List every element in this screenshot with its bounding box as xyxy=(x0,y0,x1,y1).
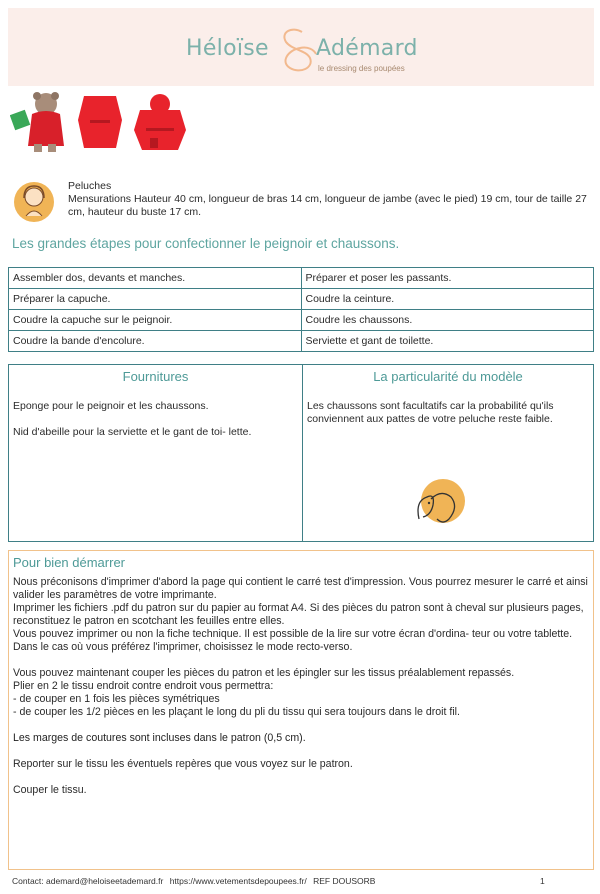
plush-photo[interactable] xyxy=(10,90,70,154)
table-row xyxy=(9,268,594,289)
features-column xyxy=(303,365,593,541)
instruction-line: - de couper les 1/2 pièces en les plaçant le long du pli du tissu qui sera toujours dans le droit fil. xyxy=(13,706,460,718)
brand-name-left: Héloïse xyxy=(186,36,269,61)
table-row xyxy=(9,289,594,310)
steps-table xyxy=(8,267,594,352)
instruction-line: Imprimer les fichiers .pdf du patron sur du papier au format A4. Si des pièces du patron sont à cheval sur plusieurs pages, reconstituez le patron en scotchant les feuilles entre elles. xyxy=(13,602,584,627)
instruction-line: - de couper en 1 fois les pièces symétriques xyxy=(13,693,220,705)
instruction-line: Vous pouvez imprimer ou non la fiche technique. Il est possible de la lire sur votre écran d'ordina- teur ou votre tablette. Dans le cas où vous préférez l'imprimer, choisissez le mode recto-verso. xyxy=(13,628,573,653)
step-cell: Assembler dos, devants et manches. xyxy=(9,268,302,289)
supplies-heading: Fournitures xyxy=(122,369,189,384)
brand-tagline: le dressing des poupées xyxy=(318,64,405,73)
step-cell: Préparer la capuche. xyxy=(9,289,302,310)
step-cell: Coudre les chaussons. xyxy=(301,310,594,331)
intro-measurements: Mensurations Hauteur 40 cm, longueur de bras 14 cm, longueur de jambe (avec le pied) 19 cm, tour de taille 27 cm, hauteur du buste 17 cm. xyxy=(68,193,587,218)
step-cell: Coudre la bande d'encolure. xyxy=(9,331,302,352)
supplies-text-1: Eponge pour le peignoir et les chaussons. xyxy=(13,400,209,412)
getting-started-box xyxy=(8,550,594,870)
bathrobe-photo-front[interactable] xyxy=(128,90,192,154)
supplies-text-2: Nid d'abeille pour la serviette et le gant de toi- lette. xyxy=(13,426,252,438)
page-footer xyxy=(12,876,592,886)
instruction-line: Couper le tissu. xyxy=(13,784,87,796)
step-cell: Coudre la ceinture. xyxy=(301,289,594,310)
supplies-column xyxy=(9,365,303,541)
features-heading: La particularité du modèle xyxy=(373,369,523,384)
getting-started-heading: Pour bien démarrer xyxy=(13,555,125,570)
intro-title: Peluches xyxy=(68,180,112,192)
contact-email[interactable]: Contact: ademard@heloiseetademard.fr xyxy=(12,876,164,886)
instruction-line: Nous préconisons d'imprimer d'abord la page qui contient le carré test d'impression. Vous pourrez mesurer le carré et ainsi valider les paramètres de votre imprimante. xyxy=(13,576,588,601)
table-row xyxy=(9,331,594,352)
header-banner xyxy=(8,8,594,86)
step-cell: Préparer et poser les passants. xyxy=(301,268,594,289)
bathrobe-photo-back[interactable] xyxy=(76,90,124,154)
step-cell: Coudre la capuche sur le peignoir. xyxy=(9,310,302,331)
reference-code: REF DOUSORB xyxy=(313,876,376,886)
seam-allowance-note: Les marges de coutures sont incluses dans le patron (0,5 cm). xyxy=(13,732,306,744)
features-text: Les chaussons sont facultatifs car la probabilité qu'ils conviennent aux pattes de votre peluche reste faible. xyxy=(307,400,554,425)
doll-avatar-icon xyxy=(12,180,56,224)
teddy-bear-doodle-icon xyxy=(409,475,469,533)
supplies-and-features-box xyxy=(8,364,594,542)
instruction-line: Vous pouvez maintenant couper les pièces du patron et les épingler sur les tissus préalablement repassés. xyxy=(13,667,515,679)
steps-heading: Les grandes étapes pour confectionner le peignoir et chaussons. xyxy=(12,236,400,251)
instruction-line: Plier en 2 le tissu endroit contre endroit vous permettra: xyxy=(13,680,274,692)
table-row xyxy=(9,310,594,331)
brand-name-right: Adémard xyxy=(316,36,418,61)
ampersand-icon xyxy=(270,24,320,76)
page-number: 1 xyxy=(540,876,545,886)
website-link[interactable]: https://www.vetementsdepoupees.fr/ xyxy=(169,876,307,886)
brand-logo[interactable] xyxy=(178,22,438,78)
step-cell: Serviette et gant de toilette. xyxy=(301,331,594,352)
instruction-line: Reporter sur le tissu les éventuels repères que vous voyez sur le patron. xyxy=(13,758,353,770)
